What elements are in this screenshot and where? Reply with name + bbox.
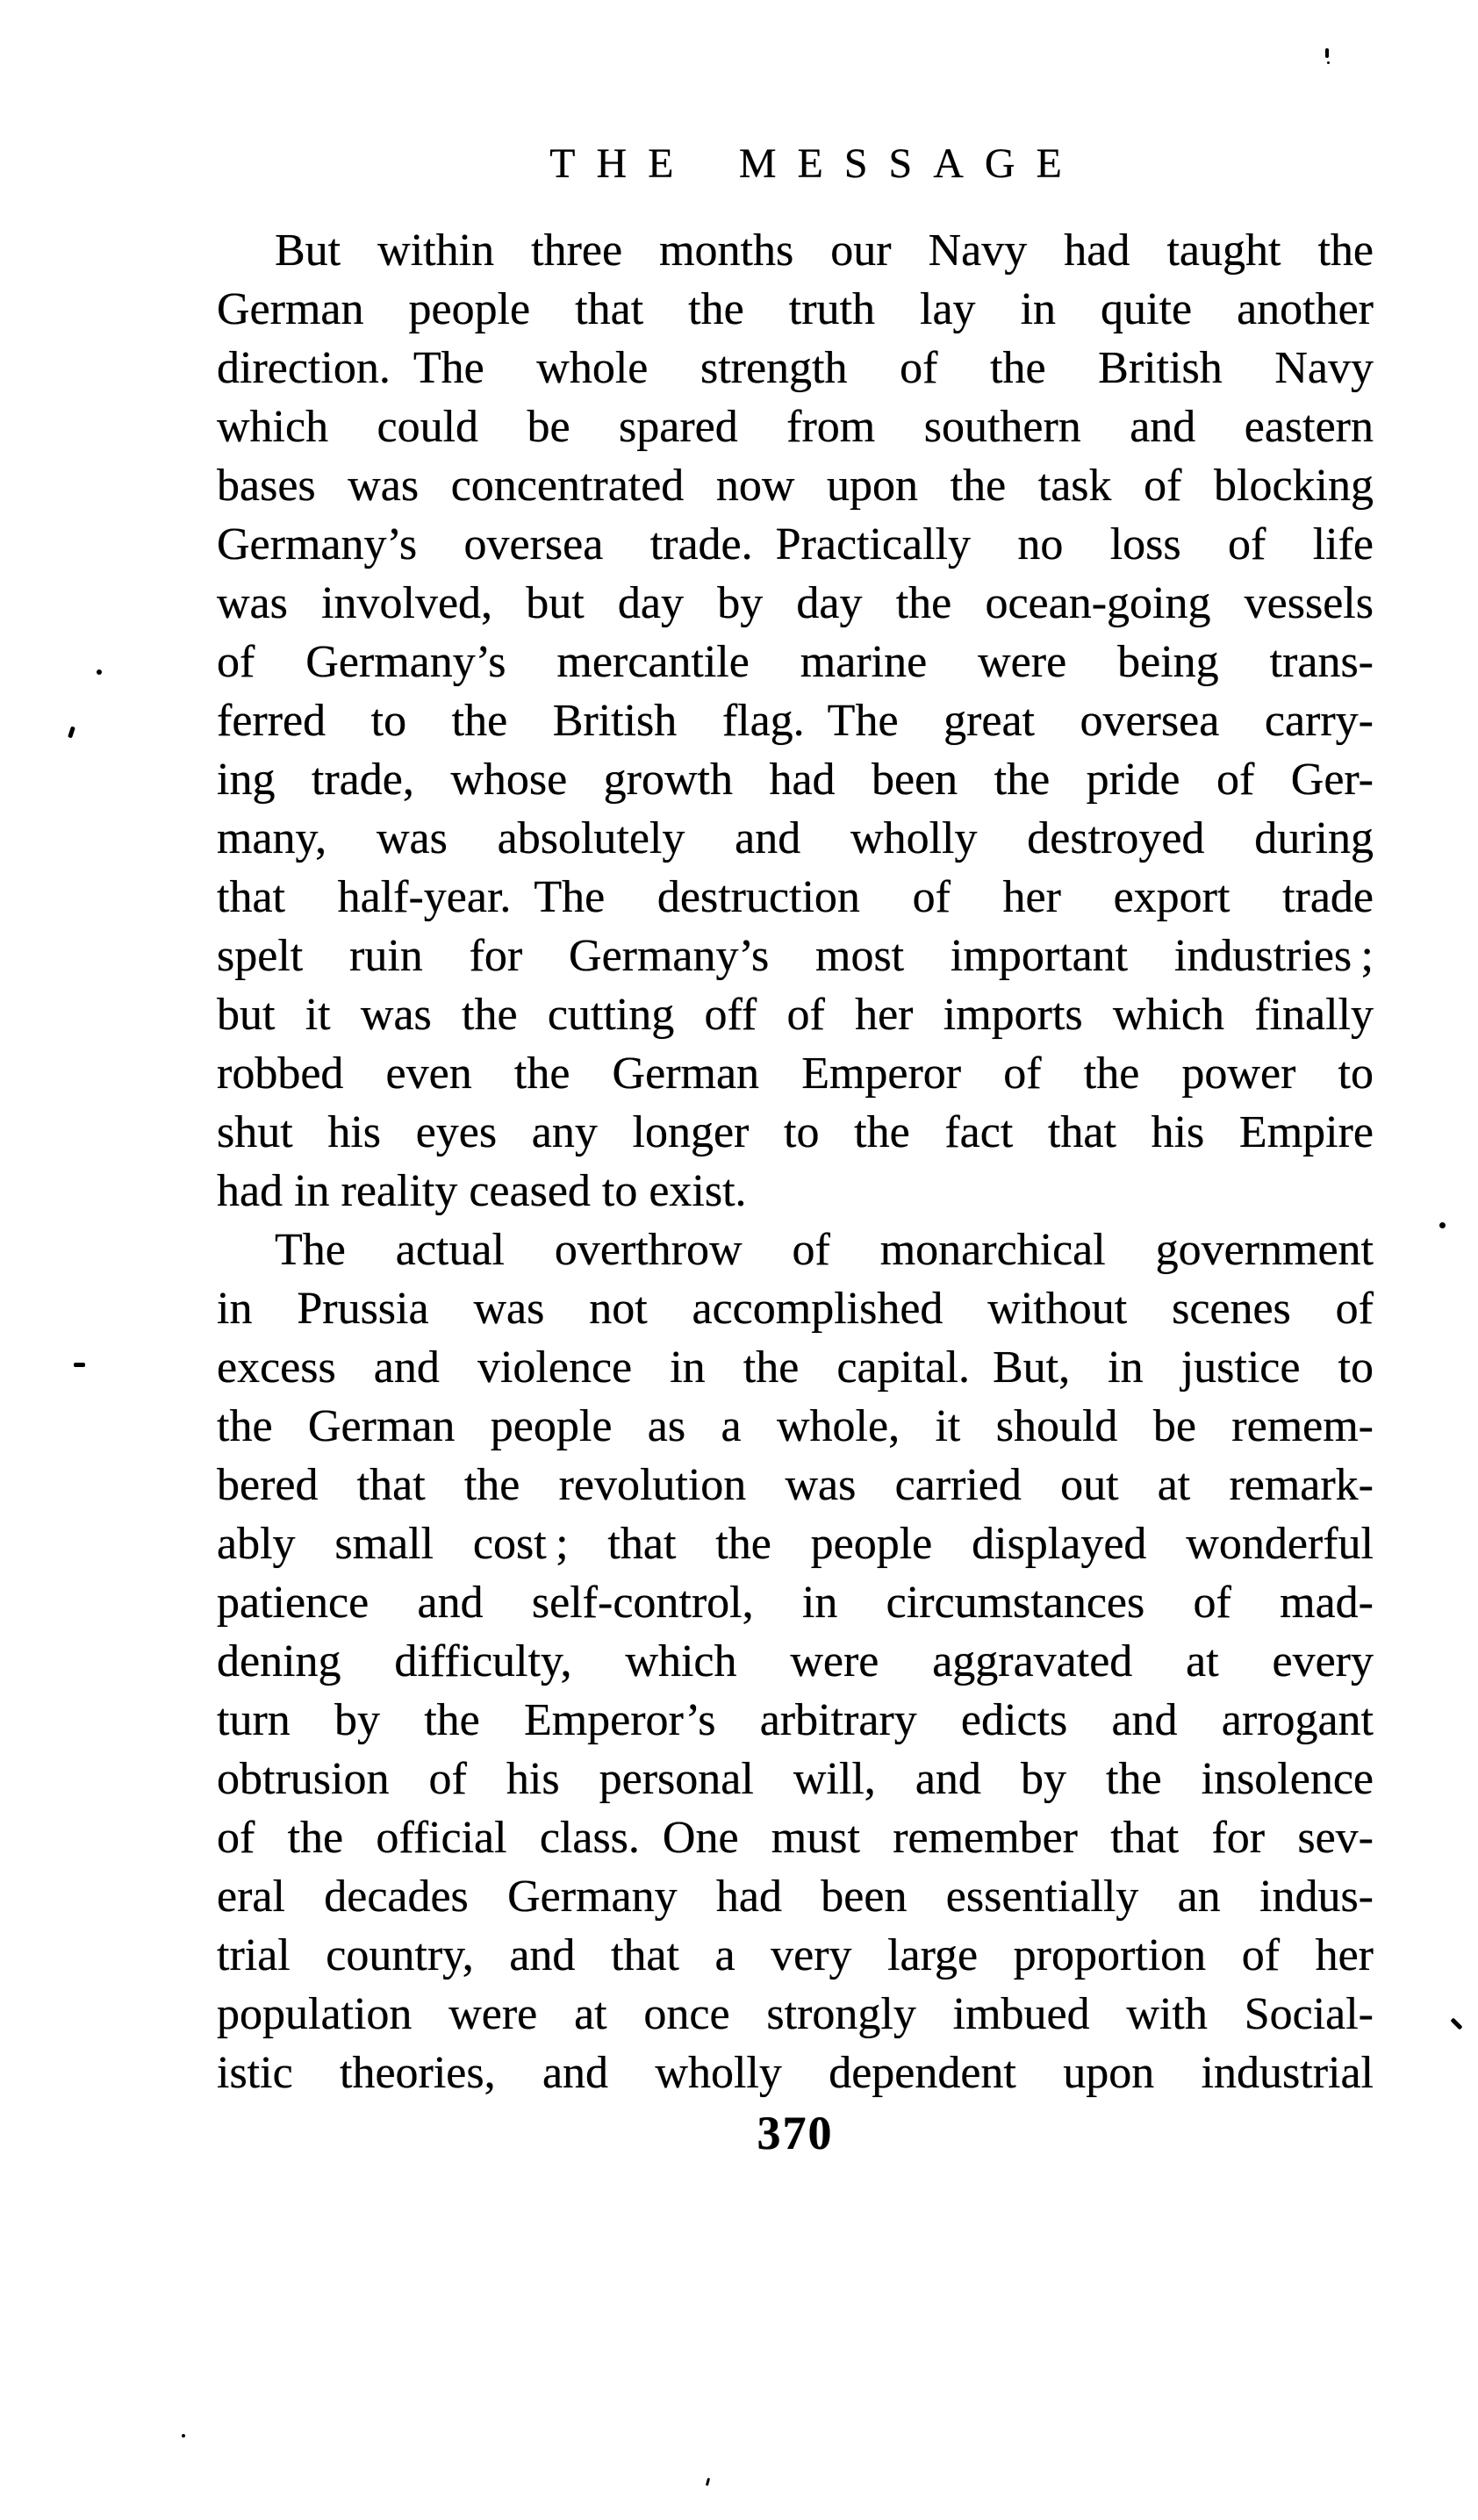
scan-speck — [182, 2434, 185, 2438]
paragraph — [217, 221, 1374, 1221]
text-line: The actual overthrow of monarchical government — [275, 1225, 1374, 1275]
scan-speck — [706, 2478, 710, 2486]
scan-speck — [97, 669, 102, 675]
paragraph — [217, 1221, 1374, 2102]
text-line: eral decades Germany had been essentially an indus- — [217, 1872, 1374, 1922]
text-line: bered that the revolution was carried out at remark- — [217, 1460, 1374, 1510]
text-line: But within three months our Navy had taught the — [275, 226, 1374, 276]
text-line: population were at once strongly imbued with Social- — [217, 1989, 1374, 2039]
scan-speck — [1327, 61, 1330, 64]
scan-speck — [1439, 1222, 1446, 1228]
text-line: in Prussia was not accomplished without scenes of — [217, 1284, 1374, 1334]
text-line: many, was absolutely and wholly destroyed during — [217, 813, 1374, 863]
text-line: ably small cost ; that the people displayed wonderful — [217, 1519, 1374, 1569]
page-number: 370 — [757, 2107, 834, 2159]
text-line: istic theories, and wholly dependent upon industrial — [217, 2048, 1374, 2098]
text-block — [217, 221, 1374, 2102]
text-line: bases was concentrated now upon the task of blocking — [217, 461, 1374, 511]
text-line: which could be spared from southern and eastern — [217, 402, 1374, 452]
scan-speck — [1325, 48, 1329, 58]
text-line: ing trade, whose growth had been the pride of Ger- — [217, 755, 1374, 805]
text-line: spelt ruin for Germany’s most important industries ; — [217, 931, 1374, 981]
text-line: dening difficulty, which were aggravated at every — [217, 1636, 1374, 1686]
text-line: German people that the truth lay in quite another — [217, 284, 1374, 334]
text-line: of the official class. One must remember that for sev- — [217, 1813, 1374, 1863]
text-line: excess and violence in the capital. But, in justice to — [217, 1342, 1374, 1392]
text-line: obtrusion of his personal will, and by the insolence — [217, 1754, 1374, 1804]
scan-speck — [68, 727, 75, 739]
page-header-title: THE MESSAGE — [549, 140, 1083, 187]
text-line: that half-year. The destruction of her export trade — [217, 872, 1374, 922]
text-line: direction. The whole strength of the British Navy — [217, 343, 1374, 393]
text-line: was involved, but day by day the ocean-going vessels — [217, 578, 1374, 628]
text-line: Germany’s oversea trade. Practically no loss of life — [217, 519, 1374, 569]
text-line: the German people as a whole, it should be remem- — [217, 1401, 1374, 1451]
scan-speck — [74, 1363, 85, 1367]
text-line: ferred to the British flag. The great oversea carry- — [217, 696, 1374, 746]
text-line: patience and self-control, in circumstances of mad- — [217, 1578, 1374, 1628]
text-line: turn by the Emperor’s arbitrary edicts and arrogant — [217, 1695, 1374, 1745]
text-line: shut his eyes any longer to the fact that his Empire — [217, 1107, 1374, 1157]
scan-speck — [1450, 2017, 1462, 2030]
text-line: trial country, and that a very large proportion of her — [217, 1930, 1374, 1980]
text-line: but it was the cutting off of her imports which finally — [217, 990, 1374, 1040]
text-line: had in reality ceased to exist. — [217, 1166, 747, 1216]
text-line: robbed even the German Emperor of the power to — [217, 1049, 1374, 1099]
text-line: of Germany’s mercantile marine were being trans- — [217, 637, 1374, 687]
